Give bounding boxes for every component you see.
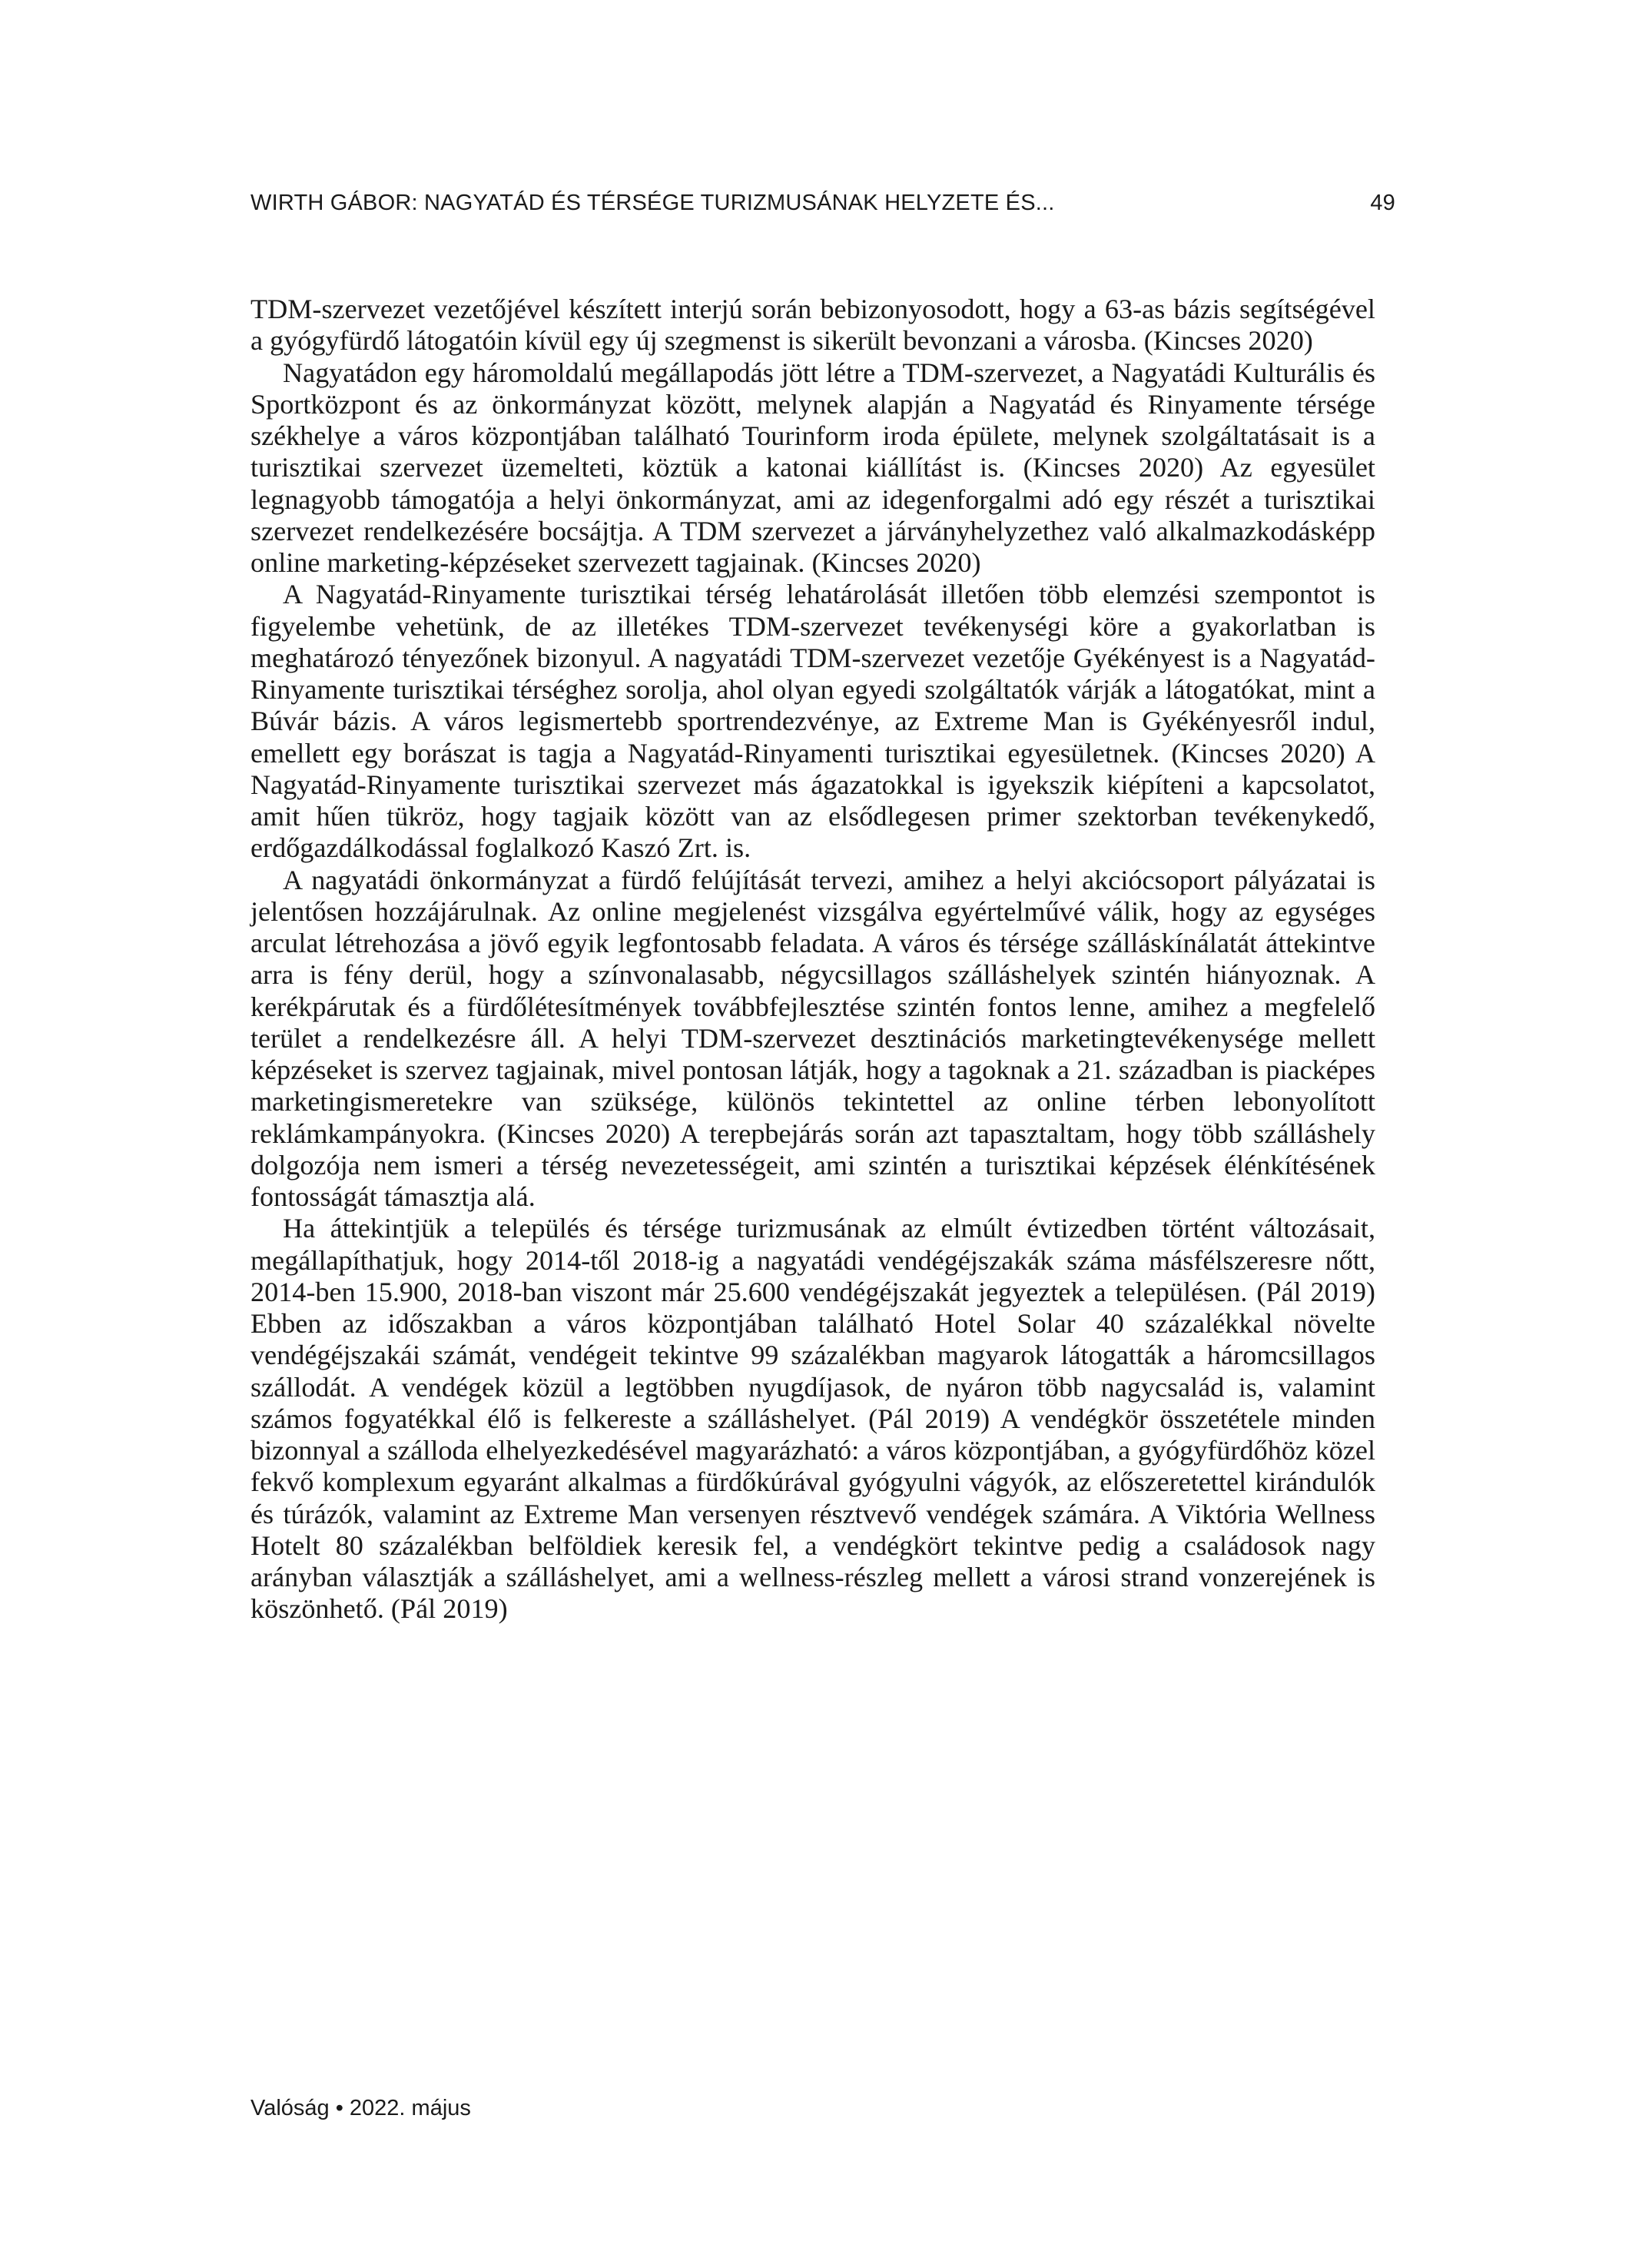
paragraph: Nagyatádon egy háromoldalú megállapodás jött létre a TDM-szervezet, a Nagyatádi Kulturális és Sportközpont és az önkormányzat között, melynek alapján a Nagyatád és Rinyamente térsége székhelye a város központjában található Tourinform iroda épülete, melynek szolgáltatásait is a turisztikai szervezet üzemelteti, köztük a katonai kiállítást is. (Kincses 2020) Az egyesület legnagyobb támogatója a helyi önkormányzat, ami az idegenforgalmi adó egy részét a turisztikai szervezet rendelkezésére bocsájtja. A TDM szervezet a járványhelyzethez való alkalmazkodásképp online marketing-képzéseket szervezett tagjainak. (Kincses 2020) <box>250 357 1375 578</box>
article-body <box>250 294 1375 1625</box>
article-running-title: WIRTH GÁBOR: NAGYATÁD ÉS TÉRSÉGE TURIZMUSÁNAK HELYZETE ÉS... <box>250 191 1055 215</box>
page-number: 49 <box>1370 191 1395 215</box>
paragraph-continued: TDM-szervezet vezetőjével készített interjú során bebizonyosodott, hogy a 63-as bázis segítségével a gyógyfürdő látogatóin kívül egy új szegmenst is sikerült bevonzani a városba. (Kincses 2020) <box>250 294 1375 357</box>
paragraph: Ha áttekintjük a település és térsége turizmusának az elmúlt évtizedben történt változásait, megállapíthatjuk, hogy 2014-től 2018-ig a nagyatádi vendégéjszakák száma másfélszeresre nőtt, 2014-ben 15.900, 2018-ban viszont már 25.600 vendégéjszakát jegyeztek a településen. (Pál 2019) Ebben az időszakban a város központjában található Hotel Solar 40 százalékkal növelte vendégéjszakái számát, vendégeit tekintve 99 százalékban magyarok látogatták a háromcsillagos szállodát. A vendégek közül a legtöbben nyugdíjasok, de nyáron több nagycsalád is, valamint számos fogyatékkal élő is felkereste a szálláshelyet. (Pál 2019) A vendégkör összetétele minden bizonnyal a szálloda elhelyezkedésével magyarázható: a város központjában, a gyógyfürdőhöz közel fekvő komplexum egyaránt alkalmas a fürdőkúrával gyógyulni vágyók, az előszeretettel kirándulók és túrázók, valamint az Extreme Man versenyen résztvevő vendégek számára. A Viktória Wellness Hotelt 80 százalékban belföldiek keresik fel, a vendégkört tekintve pedig a családosok nagy arányban választják a szálláshelyet, ami a wellness-részleg mellett a városi strand vonzerejének is köszönhető. (Pál 2019) <box>250 1213 1375 1625</box>
running-header <box>250 191 1395 221</box>
paragraph: A Nagyatád-Rinyamente turisztikai térség lehatárolását illetően több elemzési szempontot is figyelembe vehetünk, de az illetékes TDM-szervezet tevékenységi köre a gyakorlatban is meghatározó tényezőnek bizonyul. A nagyatádi TDM-szervezet vezetője Gyékényest is a Nagyatád-Rinyamente turisztikai térséghez sorolja, ahol olyan egyedi szolgáltatók várják a látogatókat, mint a Búvár bázis. A város legismertebb sportrendezvénye, az Extreme Man is Gyékényesről indul, emellett egy borászat is tagja a Nagyatád-Rinyamenti turisztikai egyesületnek. (Kincses 2020) A Nagyatád-Rinyamente turisztikai szervezet más ágazatokkal is igyekszik kiépíteni a kapcsolatot, amit hűen tükröz, hogy tagjaik között van az elsődlegesen primer szektorban tevékenykedő, erdőgazdálkodással foglalkozó Kaszó Zrt. is. <box>250 579 1375 864</box>
paragraph: A nagyatádi önkormányzat a fürdő felújítását tervezi, amihez a helyi akciócsoport pályázatai is jelentősen hozzájárulnak. Az online megjelenést vizsgálva egyértelművé válik, hogy az egységes arculat létrehozása a jövő egyik legfontosabb feladata. A város és térsége szálláskínálatát áttekintve arra is fény derül, hogy a színvonalasabb, négycsillagos szálláshelyek szintén hiányoznak. A kerékpárutak és a fürdőlétesítmények továbbfejlesztése szintén fontos lenne, amihez a megfelelő terület a rendelkezésre áll. A helyi TDM-szervezet desztinációs marketingtevékenysége mellett képzéseket is szervez tagjainak, mivel pontosan látják, hogy a tagoknak a 21. században is piacképes marketingismeretekre van szüksége, különös tekintettel az online térben lebonyolított reklámkampányokra. (Kincses 2020) A terepbejárás során azt tapasztaltam, hogy több szálláshely dolgozója nem ismeri a térség nevezetességeit, ami szintén a turisztikai képzések élénkítésének fontosságát támasztja alá. <box>250 864 1375 1212</box>
running-footer: Valóság • 2022. május <box>250 2096 471 2120</box>
